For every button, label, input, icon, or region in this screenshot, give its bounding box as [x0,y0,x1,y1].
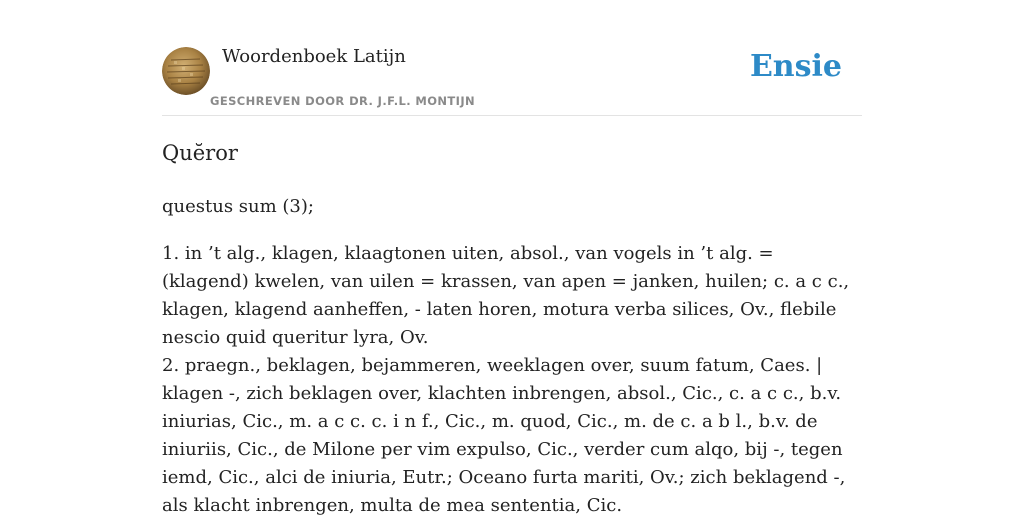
entry-sense-1: 1. in ’t alg., klagen, klaagtonen uiten, absol., van vogels in ’t alg. = (klagend) kwelen, van uilen = krassen, van apen = janken, huilen; c. a c c., klagen, klagend aanheffen, - laten horen, motura verba silices, Ov., flebile nescio quid queritur lyra, Ov. [162,243,850,348]
entry-headword: Quĕror [162,141,238,165]
entry-sense-2: 2. praegn., beklagen, bejammeren, weeklagen over, suum fatum, Caes. | klagen -, zich beklagen over, klachten inbrengen, absol., Cic., c. a c c., b.v. iniurias, Cic., m. a c c. c. i n f., Cic., m. quod, Cic., m. de c. a b l., b.v. de iniuriis, Cic., de Milone per vim expulso, Cic., verder cum alqo, bij -, tegen iemd, Cic., alci de iniuria, Eutr.; Oceano furta mariti, Ov.; zich beklagend -, als klacht inbrengen, multa de mea sententia, Cic. [162,355,846,516]
site-header [162,0,862,116]
dictionary-title[interactable]: Woordenboek Latijn [222,46,406,67]
entry-content [162,193,862,520]
ensie-logo-link[interactable]: Ensie [749,49,842,84]
header-divider [162,115,862,116]
entry-forms: questus sum (3); [162,196,314,217]
bronze-coin-logo-icon[interactable] [162,47,210,95]
author-byline: GESCHREVEN DOOR DR. J.F.L. MONTIJN [210,94,476,108]
